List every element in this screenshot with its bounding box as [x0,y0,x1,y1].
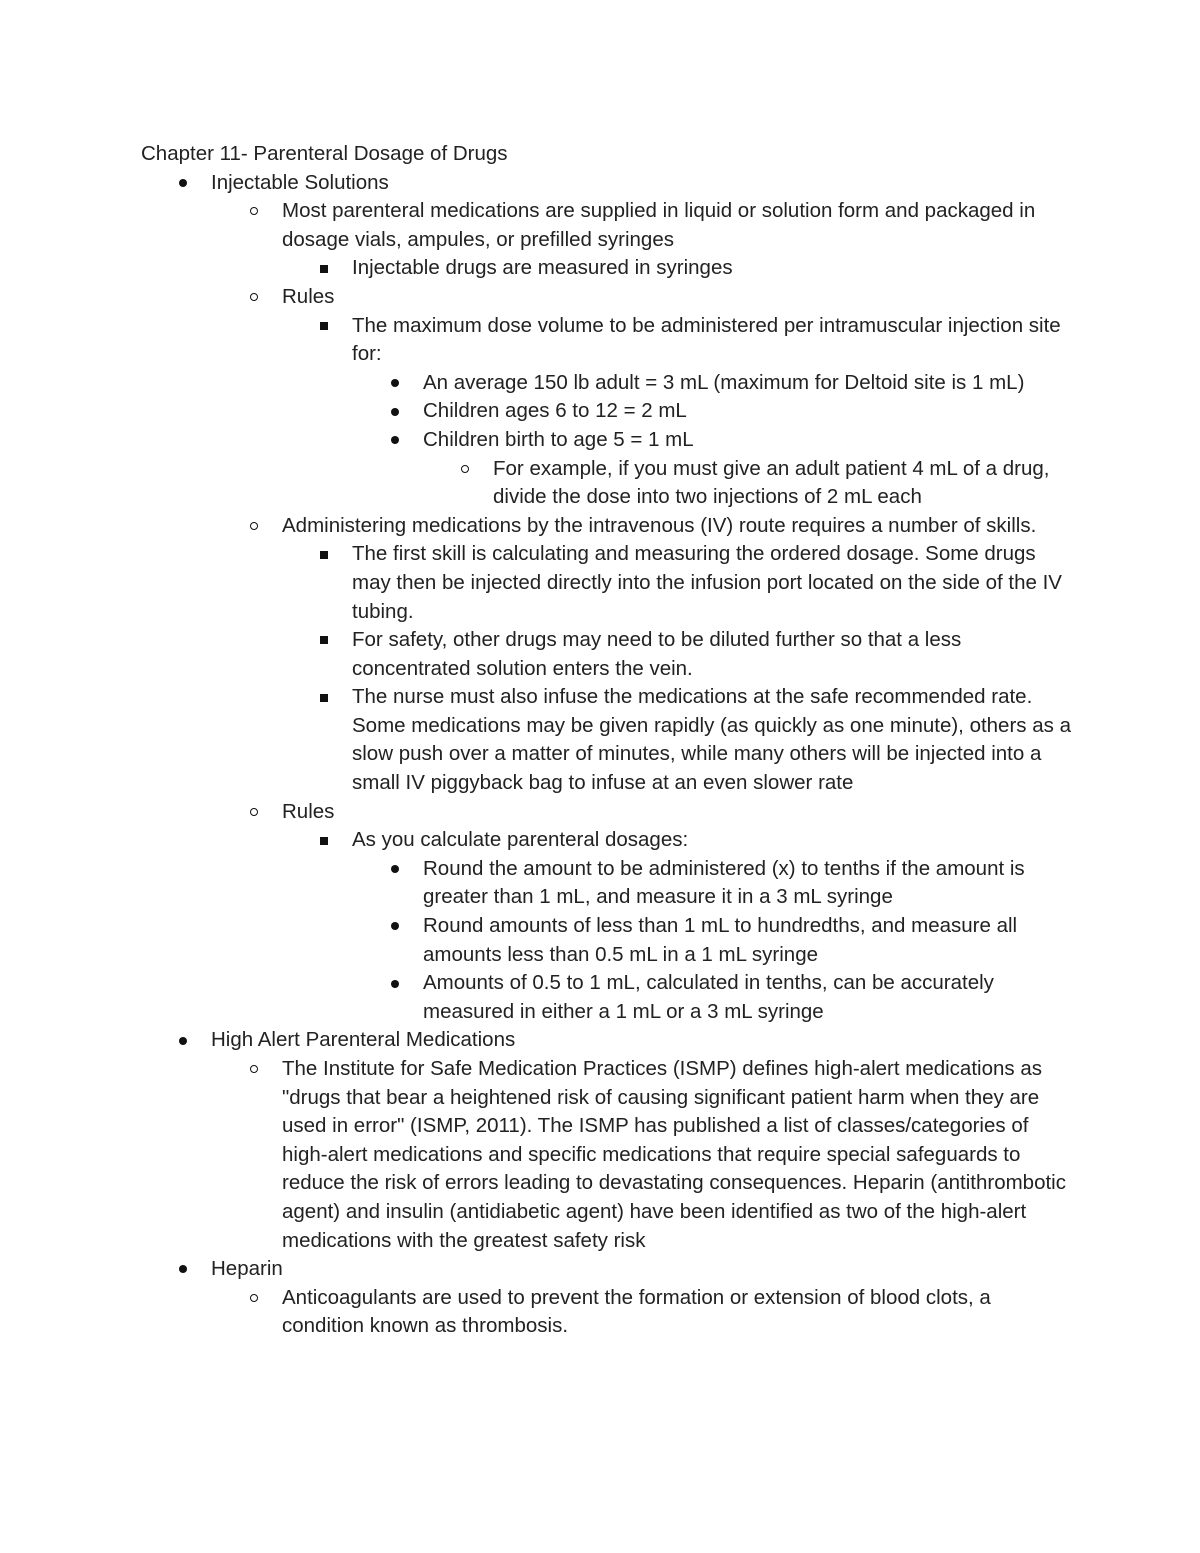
list-item-text: Injectable Solutions [211,170,389,194]
list-item-text: Administering medications by the intravenous (IV) route requires a number of skills. [282,513,1037,537]
list-item [141,455,1071,512]
list-item [141,1284,1071,1341]
list-item-text: The first skill is calculating and measuring the ordered dosage. Some drugs may then be injected directly into the infusion port located on the side of the IV tubing. [352,542,1062,623]
filled-dot-icon [176,1255,190,1284]
list-item [141,626,1071,683]
hollow-circle-icon [247,283,261,312]
filled-dot-icon [388,855,402,884]
hollow-circle-icon [247,1284,261,1313]
list-item [141,397,1071,426]
list-item [141,540,1071,626]
list-item-text: Round amounts of less than 1 mL to hundredths, and measure all amounts less than 0.5 mL in a 1 mL syringe [423,914,1018,966]
list-item-text: Amounts of 0.5 to 1 mL, calculated in tenths, can be accurately measured in either a 1 mL or a 3 mL syringe [423,971,994,1023]
filled-dot-icon [388,369,402,398]
list-item [141,826,1071,855]
list-item [141,169,1071,198]
list-item-text: The nurse must also infuse the medications at the safe recommended rate. Some medications may be given rapidly (as quickly as one minute), others as a slow push over a matter of minutes, while many others will be injected into a small IV piggyback bag to infuse at an even slower rate [352,685,1071,795]
list-item [141,683,1071,797]
list-item [141,512,1071,541]
list-item [141,197,1071,254]
filled-dot-icon [388,426,402,455]
list-item-text: Rules [282,799,335,823]
filled-dot-icon [388,912,402,941]
list-item-text: Round the amount to be administered (x) to tenths if the amount is greater than 1 mL, and measure it in a 3 mL syringe [423,856,1025,909]
hollow-circle-icon [247,197,261,226]
list-item [141,1255,1071,1284]
list-item [141,312,1071,369]
filled-dot-icon [388,969,402,998]
filled-dot-icon [388,397,402,426]
outline-list [141,169,1071,1341]
filled-square-icon [317,254,331,283]
page-title: Chapter 11- Parenteral Dosage of Drugs [141,142,508,165]
list-item [141,798,1071,827]
list-item-text: For example, if you must give an adult patient 4 mL of a drug, divide the dose into two injections of 2 mL each [493,456,1050,509]
list-item-text: As you calculate parenteral dosages: [352,828,689,852]
hollow-circle-icon [247,1055,261,1084]
filled-square-icon [317,312,331,341]
list-item [141,855,1071,912]
list-item [141,1026,1071,1055]
list-item-text: The Institute for Safe Medication Practices (ISMP) defines high-alert medications as "drugs that bear a heightened risk of causing significant patient harm when they are used in error" (ISMP, 2011). The ISMP has published a list of classes/categories of high-alert medications and specific medications that require special safeguards to reduce the risk of errors leading to devastating consequences. Heparin (antithrombotic agent) and insulin (antidiabetic agent) have been identified as two of the high-alert medications with the greatest safety risk [282,1057,1066,1252]
filled-square-icon [317,540,331,569]
filled-dot-icon [176,169,190,198]
filled-square-icon [317,683,331,712]
list-item-text: Most parenteral medications are supplied in liquid or solution form and packaged in dosage vials, ampules, or prefilled syringes [282,199,1036,251]
list-item-text: Children ages 6 to 12 = 2 mL [423,399,687,423]
hollow-circle-icon [247,512,261,541]
list-item [141,426,1071,455]
list-item [141,969,1071,1026]
list-item-text: Rules [282,284,335,308]
list-item-text: Injectable drugs are measured in syringes [352,256,733,280]
list-item-text: For safety, other drugs may need to be diluted further so that a less concentrated solution enters the vein. [352,628,962,680]
list-item-text: High Alert Parenteral Medications [211,1028,516,1052]
list-item [141,912,1071,969]
list-item-text: Heparin [211,1257,283,1281]
list-item [141,369,1071,398]
list-item [141,254,1071,283]
list-item-text: An average 150 lb adult = 3 mL (maximum for Deltoid site is 1 mL) [423,370,1025,394]
list-item-text: Children birth to age 5 = 1 mL [423,427,694,451]
list-item-text: The maximum dose volume to be administered per intramuscular injection site for: [352,313,1061,366]
hollow-circle-icon [247,798,261,827]
list-item [141,1055,1071,1255]
filled-dot-icon [176,1026,190,1055]
list-item-text: Anticoagulants are used to prevent the formation or extension of blood clots, a condition known as thrombosis. [282,1285,991,1338]
document-body [141,140,1071,1341]
filled-square-icon [317,826,331,855]
list-item [141,283,1071,312]
hollow-circle-icon [458,455,472,484]
filled-square-icon [317,626,331,655]
